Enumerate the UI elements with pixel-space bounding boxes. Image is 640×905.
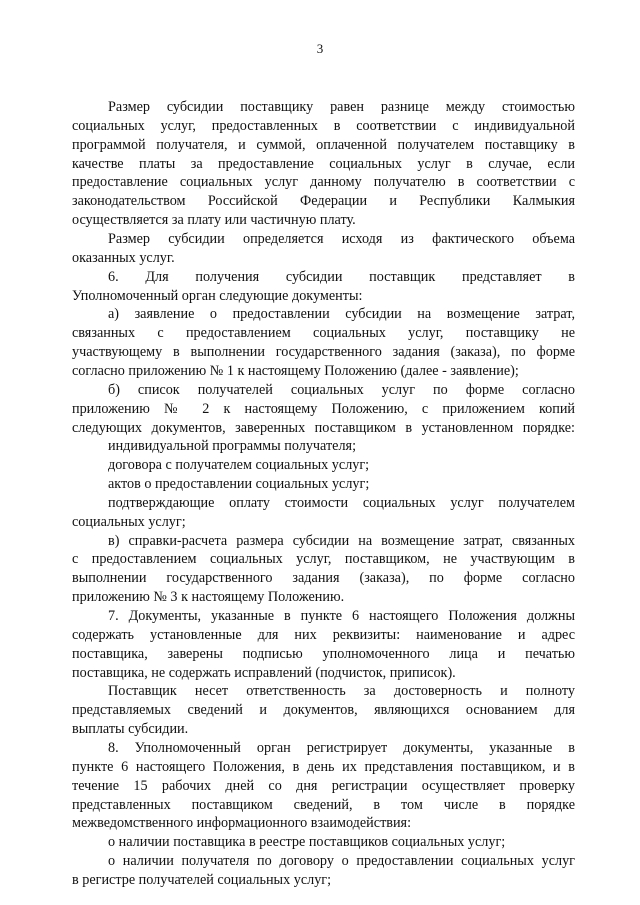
text-line: программой получателя, и суммой, оплаченной получателем поставщику в xyxy=(72,136,575,153)
text-line: качестве платы за предоставление социальных услуг в случае, если xyxy=(72,155,575,172)
text-line: 8. Уполномоченный орган регистрирует документы, указанные в xyxy=(108,739,575,756)
text-line: согласно приложению № 1 к настоящему Положению (далее - заявление); xyxy=(72,362,519,379)
text-line: предоставление социальных услуг данному получателю в соответствии с xyxy=(72,174,575,191)
text-line: пункте 6 настоящего Положения, в день их представления поставщиком, и в xyxy=(72,758,575,775)
text-line: Размер субсидии поставщику равен разнице между стоимостью xyxy=(108,99,575,115)
text-line: поставщика, заверены подписью уполномоченного лица и печатью xyxy=(72,645,575,662)
text-line: следующих документов, заверенных поставщиком в установленном порядке: xyxy=(72,419,575,436)
text-line: содержать установленные для них реквизиты: наименование и адрес xyxy=(72,626,575,643)
text-line: Размер субсидии определяется исходя из фактического объема xyxy=(108,231,575,247)
text-line: о наличии получателя по договору о предоставлении социальных услуг xyxy=(108,853,575,869)
text-line: течение 15 рабочих дней со дня регистрации осуществляет проверку xyxy=(72,777,575,794)
text-line: социальных услуг, предоставленных в соответствии с индивидуальной xyxy=(72,117,575,134)
text-line: актов о предоставлении социальных услуг; xyxy=(108,476,370,492)
text-line: законодательством Российской Федерации и Республики Калмыкия xyxy=(72,193,575,210)
text-line: Уполномоченный орган следующие документы: xyxy=(72,287,363,304)
text-line: представляемых сведений и документов, являющихся основанием для xyxy=(72,702,575,719)
text-line: оказанных услуг. xyxy=(72,249,175,266)
text-line: участвующему в выполнении государственного задания (заказа), по форме xyxy=(72,344,575,361)
text-line: Поставщик несет ответственность за достоверность и полноту xyxy=(108,683,575,700)
text-line: межведомственного информационного взаимодействия: xyxy=(72,815,412,832)
text-line: связанных с предоставлением социальных услуг, поставщику не xyxy=(72,325,575,342)
text-line: с предоставлением социальных услуг, поставщиком, не участвующим в xyxy=(72,551,575,568)
text-line: представленных поставщиком сведений, в том числе в порядке xyxy=(72,796,575,813)
text-line: социальных услуг; xyxy=(72,513,186,530)
text-line: договора с получателем социальных услуг; xyxy=(108,457,370,474)
page-number: 3 xyxy=(316,41,324,56)
text-line: приложению № 2 к настоящему Положению, с приложением копий xyxy=(72,400,575,417)
text-line: выполнении государственного задания (заказа), по форме согласно xyxy=(72,570,575,587)
text-line: поставщика, не содержать исправлений (подчисток, приписок). xyxy=(72,664,456,681)
text-line: б) список получателей социальных услуг по форме согласно xyxy=(108,381,575,398)
text-line: подтверждающие оплату стоимости социальных услуг получателем xyxy=(108,494,575,511)
text-line: осуществляется за плату или частичную плату. xyxy=(72,212,356,229)
text-line: в) справки-расчета размера субсидии на возмещение затрат, связанных xyxy=(108,532,575,549)
text-line: а) заявление о предоставлении субсидии на возмещение затрат, xyxy=(108,306,575,323)
text-line: 6. Для получения субсидии поставщик представляет в xyxy=(108,268,575,285)
text-line: индивидуальной программы получателя; xyxy=(108,438,357,455)
text-line: приложению № 3 к настоящему Положению. xyxy=(72,589,345,606)
text-line: в регистре получателей социальных услуг; xyxy=(72,871,332,888)
text-line: о наличии поставщика в реестре поставщиков социальных услуг; xyxy=(108,834,506,851)
text-line: выплаты субсидии. xyxy=(72,721,189,738)
text-line: 7. Документы, указанные в пункте 6 настоящего Положения должны xyxy=(108,608,575,624)
